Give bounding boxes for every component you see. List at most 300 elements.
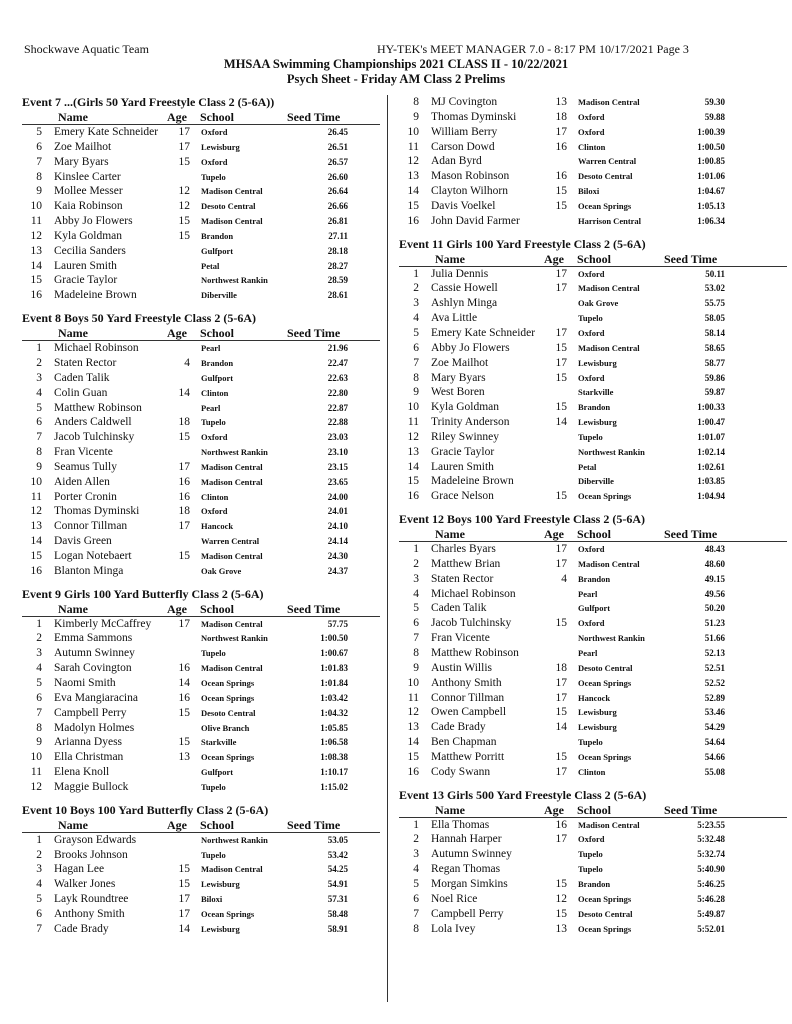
swimmer-age: 17 <box>178 907 190 920</box>
entry-row <box>399 847 789 862</box>
seed-rank: 5 <box>36 401 42 414</box>
seed-time: 57.75 <box>327 618 348 629</box>
seed-time: 1:08.38 <box>320 752 348 763</box>
entry-row <box>22 750 382 765</box>
swimmer-name: Owen Campbell <box>431 706 507 719</box>
entry-row <box>399 616 789 631</box>
school-name: Harrison Central <box>578 215 642 226</box>
school-name: Hancock <box>578 692 611 703</box>
seed-rank: 8 <box>413 922 419 935</box>
swimmer-name: Riley Swinney <box>431 430 500 443</box>
school-name: Oxford <box>578 618 605 629</box>
seed-rank: 5 <box>36 893 42 906</box>
school-name: Desoto Central <box>578 171 633 182</box>
school-name: Ocean Springs <box>578 893 632 904</box>
seed-time: 1:00.67 <box>320 648 348 659</box>
swimmer-name: Ashlyn Minga <box>431 297 498 310</box>
seed-rank: 2 <box>413 833 419 846</box>
swimmer-name: Matthew Brian <box>431 557 501 570</box>
event-block <box>22 803 382 937</box>
school-name: Ocean Springs <box>578 491 632 502</box>
seed-rank: 1 <box>36 342 42 355</box>
swimmer-age: 16 <box>178 662 190 675</box>
swimmer-name: Cody Swann <box>431 765 491 778</box>
event-title: Event 7 ...(Girls 50 Yard Freestyle Class 2 (5-6A)) <box>22 95 275 109</box>
swimmer-name: Lola Ivey <box>431 922 476 935</box>
swimmer-name: Layk Roundtree <box>54 893 129 906</box>
swimmer-age: 14 <box>555 416 567 429</box>
seed-rank: 14 <box>407 460 419 473</box>
entry-row <box>399 862 789 877</box>
school-name: Brandon <box>201 357 234 368</box>
event-block <box>22 311 382 579</box>
swimmer-name: Ella Thomas <box>431 818 490 831</box>
seed-time: 22.88 <box>327 417 348 428</box>
entry-row <box>399 341 789 356</box>
school-name: Petal <box>201 260 220 271</box>
name-header: Name <box>58 817 88 832</box>
seed-time: 23.65 <box>327 476 348 487</box>
swimmer-age: 12 <box>178 185 190 198</box>
swimmer-age: 14 <box>178 677 190 689</box>
school-name: Warren Central <box>201 536 260 547</box>
school-name: Olive Branch <box>201 722 250 733</box>
seed-time: 1:05.13 <box>697 200 725 211</box>
swimmer-name: Michael Robinson <box>431 587 516 600</box>
name-header: Name <box>435 251 465 266</box>
seed-rank: 4 <box>413 863 419 876</box>
seed-rank: 16 <box>407 490 419 503</box>
entry-row <box>22 691 382 706</box>
seed-time: 1:00.33 <box>697 402 725 413</box>
swimmer-name: Ella Christman <box>54 751 124 764</box>
seed-time: 24.14 <box>327 536 348 547</box>
school-name: Ocean Springs <box>201 752 255 763</box>
entry-row <box>399 184 789 199</box>
swimmer-name: Connor Tillman <box>54 520 128 533</box>
swimmer-name: Thomas Dyminski <box>54 505 140 518</box>
swimmer-name: Brooks Johnson <box>54 848 128 861</box>
seed-rank: 9 <box>413 110 419 123</box>
swimmer-name: Kyla Goldman <box>54 229 123 242</box>
entry-row <box>399 199 789 214</box>
seed-time: 58.91 <box>327 923 348 934</box>
seed-time-header: Seed Time <box>664 527 718 542</box>
entry-row <box>399 661 789 676</box>
swimmer-age: 18 <box>555 110 567 123</box>
entry-row <box>22 519 382 534</box>
seed-rank: 4 <box>36 662 42 675</box>
seed-rank: 5 <box>413 602 419 615</box>
entry-row <box>22 862 382 877</box>
seed-time: 22.87 <box>327 402 348 413</box>
entry-row <box>22 907 382 922</box>
swimmer-age: 17 <box>555 125 567 138</box>
school-name: Tupelo <box>578 313 603 324</box>
event-title: Event 10 Boys 100 Yard Butterfly Class 2 (5-6A) <box>22 802 269 817</box>
entry-row <box>399 489 789 504</box>
school-name: Desoto Central <box>201 201 256 212</box>
seed-time: 49.56 <box>704 588 725 599</box>
swimmer-age: 17 <box>555 691 567 704</box>
seed-rank: 6 <box>413 617 419 630</box>
seed-time: 52.52 <box>704 677 725 688</box>
seed-rank: 3 <box>413 848 419 861</box>
entry-row <box>22 549 382 564</box>
swimmer-name: Michael Robinson <box>54 342 139 355</box>
entry-row <box>399 474 789 489</box>
seed-rank: 8 <box>413 371 419 384</box>
swimmer-name: Regan Thomas <box>431 863 501 876</box>
swimmer-name: Grayson Edwards <box>54 833 137 846</box>
entry-row <box>22 155 382 170</box>
seed-rank: 9 <box>36 460 42 473</box>
swimmer-age: 17 <box>555 833 567 846</box>
seed-time: 1:02.61 <box>697 461 725 472</box>
seed-time: 59.88 <box>704 111 725 122</box>
seed-rank: 6 <box>36 416 42 429</box>
swimmer-name: Seamus Tully <box>54 460 117 473</box>
school-name: Northwest Rankin <box>201 633 268 644</box>
school-name: Clinton <box>578 766 606 777</box>
swimmer-age: 15 <box>178 549 190 562</box>
event-title: Event 12 Boys 100 Yard Freestyle Class 2 (5-6A) <box>399 512 645 527</box>
entry-row <box>22 341 382 356</box>
seed-time: 26.57 <box>327 156 348 167</box>
seed-time: 24.01 <box>327 506 348 517</box>
entry-row <box>22 490 382 505</box>
swimmer-age: 15 <box>555 401 567 414</box>
school-name: Tupelo <box>578 849 603 860</box>
entry-row <box>399 735 789 750</box>
seed-rank: 3 <box>413 572 419 585</box>
entry-row <box>399 572 789 587</box>
swimmer-name: Kyla Goldman <box>431 401 500 414</box>
entry-row <box>399 587 789 602</box>
swimmer-age: 15 <box>555 750 567 763</box>
seed-rank: 10 <box>30 475 42 488</box>
school-name: Oxford <box>201 127 228 137</box>
swimmer-name: Mary Byars <box>431 371 486 384</box>
entry-row <box>399 110 789 125</box>
seed-time: 1:05.85 <box>320 722 348 733</box>
school-name: Oak Grove <box>201 565 242 576</box>
name-header: Name <box>435 527 465 542</box>
swimmer-age: 15 <box>178 155 190 168</box>
school-name: Ocean Springs <box>201 908 255 919</box>
seed-rank: 16 <box>30 564 42 577</box>
entry-row <box>22 504 382 519</box>
school-header: School <box>200 601 235 616</box>
entry-row <box>399 326 789 341</box>
swimmer-name: Ava Little <box>431 312 478 325</box>
swimmer-age: 15 <box>178 215 190 228</box>
school-header: School <box>577 527 612 542</box>
column-headers <box>399 527 787 542</box>
school-name: Biloxi <box>578 186 600 197</box>
school-name: Ocean Springs <box>578 200 632 211</box>
team-name: Shockwave Aquatic Team <box>24 42 149 56</box>
seed-rank: 6 <box>36 907 42 920</box>
entry-row <box>22 273 382 288</box>
entry-row <box>399 720 789 735</box>
seed-rank: 7 <box>413 907 419 920</box>
school-name: Brandon <box>578 402 611 413</box>
seed-time: 5:46.28 <box>697 893 725 904</box>
entry-row <box>399 460 789 475</box>
entry-row <box>22 356 382 371</box>
swimmer-name: Caden Talik <box>54 371 110 384</box>
seed-rank: 1 <box>413 818 419 831</box>
seed-time: 23.15 <box>327 461 348 472</box>
seed-time: 51.66 <box>704 633 725 644</box>
seed-rank: 1 <box>36 617 42 630</box>
school-name: Brandon <box>201 230 234 241</box>
school-name: Desoto Central <box>201 707 256 718</box>
swimmer-age: 15 <box>178 878 190 891</box>
entry-row <box>399 750 789 765</box>
seed-time: 1:00.50 <box>320 633 348 644</box>
seed-rank: 13 <box>407 170 419 183</box>
swimmer-name: Clayton Wilhorn <box>431 185 508 198</box>
seed-time-header: Seed Time <box>664 802 718 817</box>
swimmer-name: Abby Jo Flowers <box>431 341 510 354</box>
swimmer-name: Staten Rector <box>431 572 494 585</box>
seed-time: 51.23 <box>704 618 725 629</box>
seed-rank: 7 <box>36 706 42 719</box>
seed-time: 1:01.06 <box>697 171 725 182</box>
school-name: Biloxi <box>201 894 223 905</box>
entry-row <box>22 617 382 632</box>
seed-time: 52.89 <box>704 692 725 703</box>
swimmer-name: Porter Cronin <box>54 490 117 503</box>
seed-time: 54.66 <box>704 751 725 762</box>
seed-rank: 3 <box>36 371 42 384</box>
school-name: Tupelo <box>201 849 226 860</box>
school-name: Tupelo <box>201 781 226 792</box>
school-name: Northwest Rankin <box>578 446 645 457</box>
school-name: Ocean Springs <box>578 923 632 934</box>
entry-row <box>399 705 789 720</box>
entry-row <box>399 356 789 371</box>
school-name: Madison Central <box>578 558 640 569</box>
school-name: Oxford <box>578 268 605 279</box>
school-name: Madison Central <box>578 97 640 107</box>
seed-time: 53.05 <box>327 834 348 845</box>
seed-time: 26.60 <box>327 171 348 182</box>
meet-title: MHSAA Swimming Championships 2021 CLASS II - 10/22/2021 <box>223 57 569 71</box>
seed-rank: 16 <box>407 765 419 778</box>
entry-row <box>22 170 382 185</box>
school-name: Madison Central <box>578 283 640 294</box>
entry-row <box>22 259 382 274</box>
seed-rank: 1 <box>413 543 419 556</box>
left-column <box>22 95 382 937</box>
seed-time: 55.75 <box>704 298 725 309</box>
age-header: Age <box>167 601 187 616</box>
school-name: Lewisburg <box>201 141 240 152</box>
age-header: Age <box>544 802 564 817</box>
school-name: Warren Central <box>578 156 637 167</box>
seed-rank: 4 <box>36 386 42 399</box>
swimmer-name: Noel Rice <box>431 892 478 905</box>
entry-row <box>22 848 382 863</box>
seed-rank: 12 <box>407 706 419 719</box>
school-name: Oxford <box>201 506 228 517</box>
swimmer-name: Julia Dennis <box>431 267 489 280</box>
seed-rank: 4 <box>413 587 419 600</box>
swimmer-name: Anthony Smith <box>54 907 125 920</box>
continued-event-block <box>399 95 789 229</box>
seed-rank: 2 <box>413 557 419 570</box>
school-name: Oxford <box>578 372 605 383</box>
event-block <box>399 237 789 505</box>
school-name: Madison Central <box>201 864 263 875</box>
seed-rank: 3 <box>36 647 42 660</box>
swimmer-name: Elena Knoll <box>54 766 110 779</box>
swimmer-name: Kinslee Carter <box>54 170 121 183</box>
column-headers <box>22 818 380 833</box>
entry-row <box>399 154 789 169</box>
swimmer-age: 15 <box>178 431 190 444</box>
school-name: Pearl <box>578 588 598 599</box>
seed-time: 1:01.83 <box>320 663 348 674</box>
swimmer-name: Austin Willis <box>431 661 492 674</box>
swimmer-age: 14 <box>178 386 190 399</box>
entry-row <box>22 765 382 780</box>
swimmer-age: 17 <box>178 126 190 138</box>
swimmer-name: Mason Robinson <box>431 170 510 183</box>
swimmer-name: Jacob Tulchinsky <box>54 431 135 444</box>
seed-rank: 7 <box>36 431 42 444</box>
seed-rank: 8 <box>36 446 42 459</box>
seed-rank: 12 <box>407 430 419 443</box>
school-name: Madison Central <box>201 216 263 227</box>
seed-rank: 15 <box>30 274 42 287</box>
swimmer-age: 15 <box>555 617 567 630</box>
seed-time: 5:32.48 <box>697 834 725 845</box>
seed-time: 54.25 <box>327 864 348 875</box>
school-name: Starkville <box>201 737 237 748</box>
school-header: School <box>200 110 235 124</box>
seed-time: 26.66 <box>327 201 348 212</box>
swimmer-age: 16 <box>178 691 190 704</box>
swimmer-name: Kaia Robinson <box>54 200 123 213</box>
entry-row <box>399 125 789 140</box>
swimmer-age: 4 <box>561 572 567 585</box>
entry-row <box>399 646 789 661</box>
seed-time: 1:04.67 <box>697 186 725 197</box>
event-block <box>399 512 789 780</box>
event-block <box>399 788 789 937</box>
school-name: Madison Central <box>578 342 640 353</box>
seed-rank: 11 <box>30 766 42 779</box>
seed-rank: 7 <box>413 356 419 369</box>
seed-time: 59.86 <box>704 372 725 383</box>
swimmer-name: Aiden Allen <box>54 475 110 488</box>
swimmer-age: 15 <box>555 371 567 384</box>
entry-row <box>22 430 382 445</box>
swimmer-name: Cecilia Sanders <box>54 244 126 257</box>
school-name: Lewisburg <box>578 357 617 368</box>
swimmer-name: Gracie Taylor <box>431 445 495 458</box>
swimmer-name: Grace Nelson <box>431 490 494 503</box>
seed-rank: 9 <box>413 661 419 674</box>
entry-row <box>399 818 789 833</box>
age-header: Age <box>544 527 564 542</box>
seed-time: 26.81 <box>327 216 348 227</box>
seed-rank: 7 <box>36 155 42 168</box>
seed-time: 5:52.01 <box>697 923 725 934</box>
school-name: Madison Central <box>201 663 263 674</box>
swimmer-age: 16 <box>555 140 567 153</box>
school-name: Oxford <box>578 111 605 122</box>
seed-time: 21.96 <box>327 343 348 354</box>
seed-time: 1:01.07 <box>697 431 725 442</box>
name-header: Name <box>58 601 88 616</box>
entry-row <box>399 765 789 780</box>
school-name: Desoto Central <box>578 662 633 673</box>
swimmer-age: 13 <box>178 751 190 764</box>
seed-time: 1:00.50 <box>697 141 725 152</box>
seed-rank: 7 <box>36 922 42 935</box>
swimmer-name: Maggie Bullock <box>54 780 129 793</box>
column-headers <box>22 602 380 617</box>
swimmer-name: Connor Tillman <box>431 691 505 704</box>
seed-time: 52.51 <box>704 662 725 673</box>
school-name: Pearl <box>201 343 221 354</box>
entry-row <box>22 214 382 229</box>
entry-row <box>399 676 789 691</box>
seed-rank: 4 <box>413 312 419 325</box>
swimmer-age: 17 <box>555 676 567 689</box>
school-name: Oxford <box>201 156 228 167</box>
seed-rank: 5 <box>413 326 419 339</box>
swimmer-name: Blanton Minga <box>54 564 124 577</box>
entry-row <box>22 564 382 579</box>
swimmer-name: Hagan Lee <box>54 863 105 876</box>
seed-time: 1:04.94 <box>697 491 725 502</box>
school-name: Tupelo <box>578 737 603 748</box>
seed-time: 27.11 <box>328 230 348 241</box>
seed-rank: 11 <box>30 215 42 228</box>
school-name: Pearl <box>578 648 598 658</box>
event-title: Event 8 Boys 50 Yard Freestyle Class 2 (5-6A) <box>22 311 256 326</box>
school-name: Gulfport <box>201 767 234 778</box>
swimmer-age: 12 <box>555 892 567 905</box>
swimmer-name: Anders Caldwell <box>54 416 132 429</box>
school-name: Desoto Central <box>578 908 633 919</box>
swimmer-name: Emery Kate Schneider <box>431 326 536 339</box>
entry-row <box>22 371 382 386</box>
school-name: Brandon <box>578 573 611 584</box>
swimmer-name: Logan Notebaert <box>54 549 132 562</box>
school-header: School <box>200 326 235 341</box>
seed-rank: 10 <box>30 200 42 213</box>
entry-row <box>22 140 382 155</box>
school-name: Oxford <box>578 834 605 845</box>
entry-row <box>399 691 789 706</box>
swimmer-age: 13 <box>555 96 567 108</box>
swimmer-age: 17 <box>555 543 567 556</box>
seed-rank: 11 <box>30 490 42 503</box>
school-name: Tupelo <box>201 648 226 659</box>
seed-time: 53.46 <box>704 707 725 718</box>
event-block <box>22 587 382 795</box>
seed-time: 28.18 <box>327 245 348 256</box>
event-title: Event 13 Girls 500 Yard Freestyle Class 2 (5-6A) <box>399 787 647 802</box>
school-name: Lewisburg <box>201 879 240 890</box>
